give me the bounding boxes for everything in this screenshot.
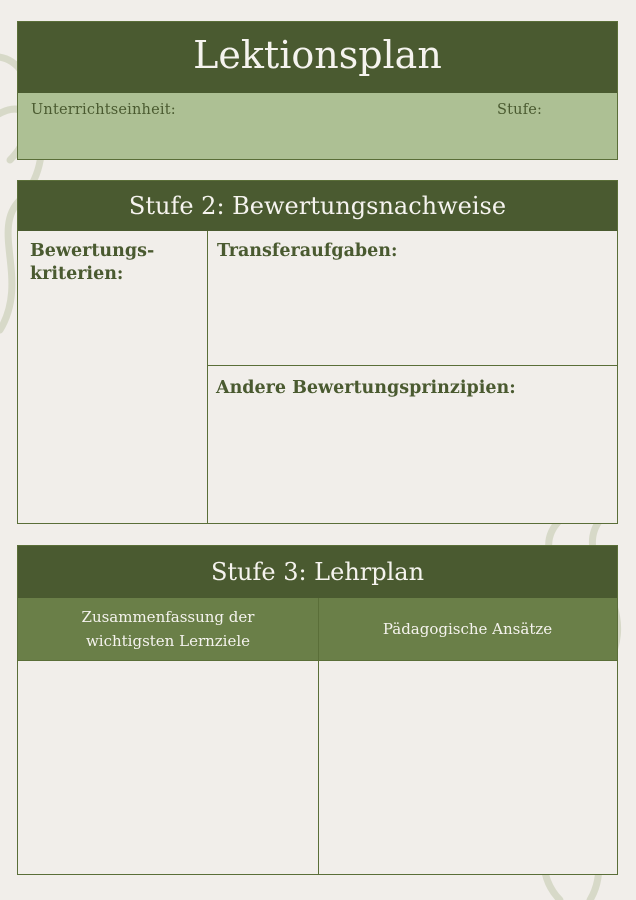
stage3-header-divider — [18, 660, 617, 661]
stage3-title: Stufe 3: Lehrplan — [18, 546, 617, 598]
stage2-title: Stufe 2: Bewertungsnachweise — [18, 181, 617, 231]
stage2-assessment-box — [17, 180, 618, 524]
criteria-label: Bewertungs- kriterien: — [30, 241, 155, 284]
level-field-label: Stufe: — [497, 102, 543, 118]
approaches-column-header: Pädagogische Ansätze — [318, 598, 617, 660]
stage3-curriculum-box — [17, 545, 618, 875]
unit-field-label: Unterrichtseinheit: — [31, 102, 176, 118]
page-title: Lektionsplan — [18, 22, 617, 93]
stage2-row-divider — [207, 365, 617, 366]
stage2-column-divider — [207, 231, 208, 523]
summary-column-header: Zusammenfassung der wichtigsten Lernziele — [18, 598, 318, 660]
header-info-bar — [18, 93, 617, 159]
lesson-plan-header-box — [17, 21, 618, 160]
other-principles-label: Andere Bewertungsprinzipien: — [216, 378, 516, 398]
transfer-tasks-label: Transferaufgaben: — [217, 241, 398, 261]
stage3-column-divider — [318, 598, 319, 874]
